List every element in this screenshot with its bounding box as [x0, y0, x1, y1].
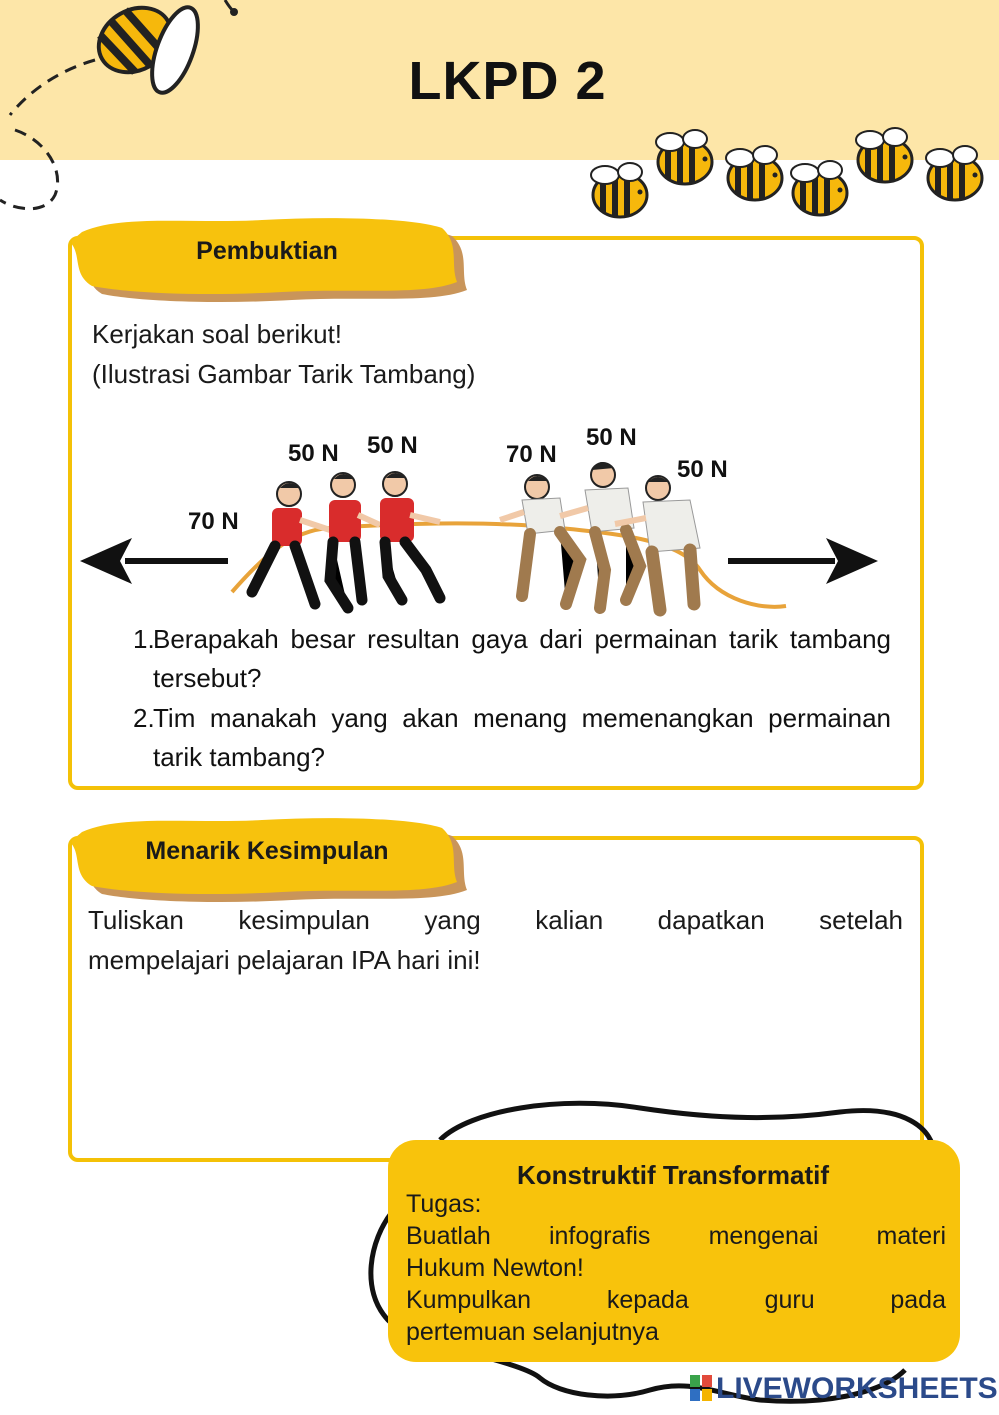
task-label: Tugas: [406, 1190, 482, 1218]
instruction-text: Kerjakan soal berikut! [92, 319, 343, 349]
conclusion-tag-label: Menarik Kesimpulan [145, 837, 389, 865]
question-1-text: Berapakah besar resultan gaya dari permainan tarik tambang tersebut? [153, 624, 891, 693]
question-1-number: 1. [133, 624, 155, 654]
force-label-right-2: 50 N [586, 424, 637, 451]
task-line-1: Buatlah infografis mengenai materi [406, 1222, 946, 1250]
illustration-caption: (Ilustrasi Gambar Tarik Tambang) [92, 359, 476, 389]
liveworksheets-logo-text: LIVEWORKSHEETS [716, 1372, 998, 1405]
page-title: LKPD 2 [408, 51, 607, 111]
question-2-number: 2. [133, 703, 155, 733]
task-line-2: Hukum Newton! [406, 1254, 584, 1282]
task-line-3: Kumpulkan kepada guru pada [406, 1286, 946, 1314]
conclusion-line-1: Tuliskan kesimpulan yang kalian dapatkan setelah [88, 905, 903, 935]
task-title: Konstruktif Transformatif [517, 1160, 830, 1190]
force-label-left-total: 70 N [188, 508, 239, 535]
force-label-right-3: 50 N [677, 456, 728, 483]
proof-tag-label: Pembuktian [196, 237, 338, 265]
force-label-left-2: 50 N [367, 432, 418, 459]
question-2-text: Tim manakah yang akan menang memenangkan permainan tarik tambang? [153, 703, 891, 772]
liveworksheets-badge-icon [690, 1375, 712, 1401]
force-label-left-1: 50 N [288, 440, 339, 467]
task-line-4: pertemuan selanjutnya [406, 1318, 659, 1346]
liveworksheets-logo[interactable] [690, 1372, 998, 1406]
force-label-right-1: 70 N [506, 441, 557, 468]
conclusion-line-2: mempelajari pelajaran IPA hari ini! [88, 945, 481, 975]
